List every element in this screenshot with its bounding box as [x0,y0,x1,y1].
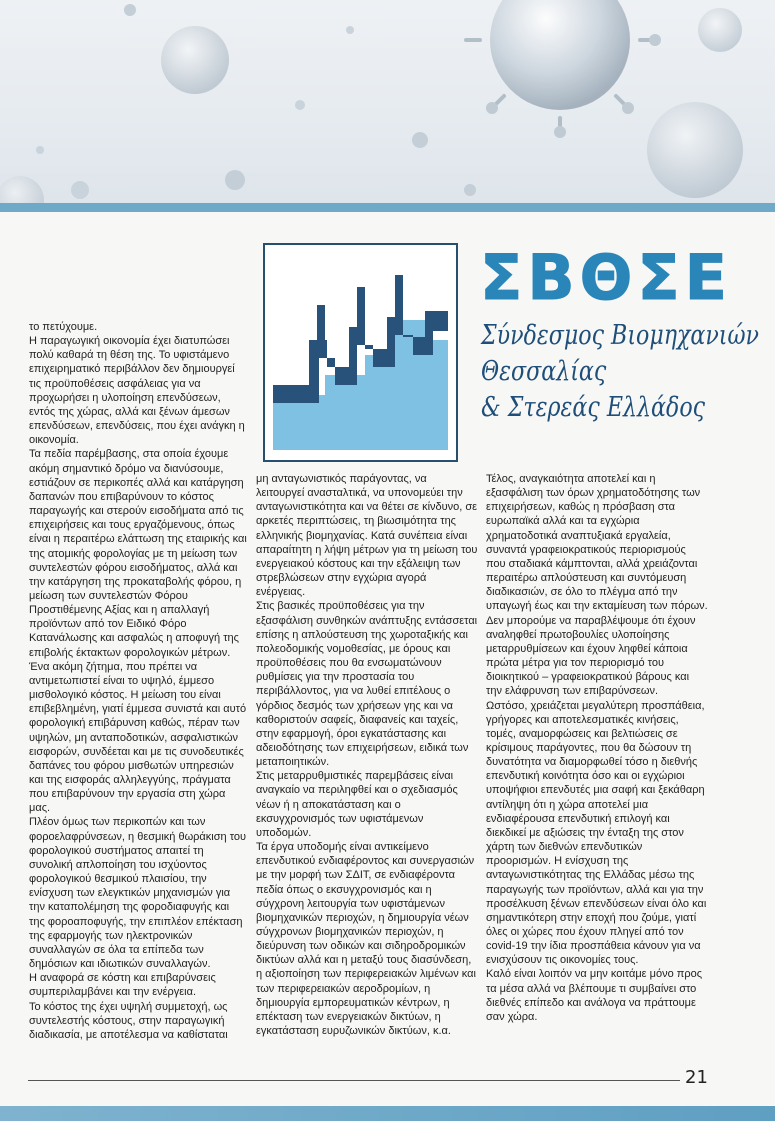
paragraph: Το κόστος της έχει υψηλή συμμετοχή, ως συντελεστής κόστους, στην παραγωγική διαδικασία, με αποτέλεσμα να καθίσταται [29,1000,228,1041]
factory-logo-icon [265,245,456,460]
paragraph: Τέλος, αναγκαιότητα αποτελεί και η εξασφάλιση των όρων χρηματοδότησης των επιχειρήσεων, καθώς η πρόσβαση στα ευρωπαϊκά αλλά και τα εγχώρια χρηματοδοτικά αναπτυξιακά εργαλεία, συναντά γραφειοκρατικούς περιορισμούς που σταδιακά κάμπτονται, αλλά χρειάζονται περαιτέρω απλούστευση και συντόμευση διαδικασιών, σε όλο το πλέγμα από την υπαγωγή έως και την εκταμίευση των πόρων. [486,473,708,613]
brand-subtitle-line: Θεσσαλίας [481,356,607,387]
article-column-1 [29,320,247,1042]
paragraph: Η παραγωγική οικονομία έχει διατυπώσει πολύ καθαρά τη θέση της. Το υφιστάμενο επιχειρηματικό περιβάλλον δεν δημιουργεί τις προϋποθέσεις ασφάλειας για να προχωρήσει η υλοποίηση επενδύσεων, εντός της χώρας, αλλά και ξένων άμεσων επενδύσεων, επενδύσεις, που έχει ανάγκη η οικονομία. [29,335,245,447]
footer-rule [28,1080,680,1081]
paragraph: Στις μεταρρυθμιστικές παρεμβάσεις είναι αναγκαίο να περιληφθεί και ο σχεδιασμός νέων ή η αποκατάσταση και ο εκσυγχρονισμός των υφιστάμενων υποδομών. [256,770,458,839]
brand-subtitle-line: Σύνδεσμος Βιομηχανιών [481,320,760,351]
paragraph: μη ανταγωνιστικός παράγοντας, να λειτουργεί ανασταλτικά, να υπονομεύει την ανταγωνιστικότητα και να θέτει σε κίνδυνο, σε αρκετές περιπτώσεις, τη βιωσιμότητα της ελληνικής βιομηχανίας. Κατά συνέπεια είναι απαραίτητη η λήψη μέτρων για τη μείωση του ενεργειακού κόστους και την εξάλειψη των στρεβλώσεων στην εγχώρια αγορά ενέργειας. [256,473,478,599]
banner-stripe [0,203,775,212]
page-number: 21 [685,1067,708,1088]
paragraph: το πετύχουμε. [29,321,98,333]
paragraph: Η αναφορά σε κόστη και επιβαρύνσεις συμπεριλαμβάνει και την ενέργεια. [29,972,216,999]
virus-illustration-icon [0,0,775,212]
association-logo [263,243,458,462]
paragraph: Ωστόσο, χρειάζεται μεγαλύτερη προσπάθεια, γρήγορες και αποτελεσματικές κινήσεις, τομές, αναμορφώσεις και βελτιώσεις σε κρίσιμους παράγοντες, που θα δώσουν τη δυνατότητα να διαμορφωθεί τόσο η διεθνής επενδυτική κοινότητα όσο και οι εγχώριοι υποψήφιοι επενδυτές μια σαφή και ξεκάθαρη αντίληψη ότι η χώρα αποτελεί μια ενδιαφέρουσα επενδυτική επιλογή και διεκδικεί με αξιώσεις την ένταξη της στον χάρτη των διεθνών επενδυτικών προορισμών. Η ενίσχυση της ανταγωνιστικότητας της Ελλάδας μέσω της παραγωγής των προϊόντων, αλλά και για την προσέλκυση ξένων επενδύσεων είναι όλο και σημαντικότερη στην εποχή που ζούμε, γιατί όλες οι χώρες που έχουν πληγεί από τον covid-19 την ίδια προσπάθεια κάνουν για να ενισχύσουν τις οικονομίες τους. [486,699,707,967]
header-banner-image [0,0,775,212]
paragraph: Τα έργα υποδομής είναι αντικείμενο επενδυτικού ενδιαφέροντος και συνεργασιών με την μορφή των ΣΔΙΤ, σε ενδιαφέροντα πεδία όπως ο εκσυγχρονισμός και η σύγχρονη λειτουργία των υφιστάμενων βιομηχανικών περιοχών, η δημιουργία νέων σύγχρονων βιομηχανικών περιοχών, η διεύρυνση των οδικών και σιδηροδρομικών δικτύων αλλά και η μεταξύ τους διασύνδεση, η αξιοποίηση των περιφερειακών λιμένων και των περιφερειακών αεροδρομίων, η δημιουργία εμπορευματικών κέντρων, η επέκταση των ενεργειακών δικτύων, η εγκατάσταση ευρυζωνικών δικτύων, κ.α. [256,841,476,1038]
bottom-band [0,1106,775,1121]
paragraph: Καλό είναι λοιπόν να μην κοιτάμε μόνο προς τα μέσα αλλά να βλέπουμε τι συμβαίνει στο διεθνές επίπεδο και ανάλογα να πράττουμε σαν χώρα. [486,968,703,1023]
paragraph: Στις βασικές προϋποθέσεις για την εξασφάλιση συνθηκών ανάπτυξης εντάσσεται επίσης η απλούστευση της χωροταξικής και πολεοδομικής νομοθεσίας, με όρους και προϋποθέσεις που θα ενσωματώνουν ρυθμίσεις για την προστασία του περιβάλλοντος, για να λυθεί επιτέλους ο γόρδιος δεσμός των χρήσεων γης και να καθοριστούν σαφείς, διαφανείς και ταχείς, στην εφαρμογή, όροι εγκατάστασης και αδειοδότησης των επιχειρήσεων, ειδικά των μεταποιητικών. [256,600,478,769]
brand-subtitle-line: & Στερεάς Ελλάδος [481,392,706,423]
brand-full-name [481,318,760,426]
paragraph: Τα πεδία παρέμβασης, στα οποία έχουμε ακόμη σημαντικό δρόμο να διανύσουμε, εστιάζουν σε περικοπές αλλά και κατάργηση δαπανών που επιβαρύνουν το κόστος παραγωγής και στερούν εισοδήματα από τις επιχειρήσεις και τους εργαζόμενους, όπως είναι η περαιτέρω ελάττωση της εταιρικής και της ατομικής φορολογίας με τη μείωση των συντελεστών φόρου εισοδήματος, αλλά και την κατάργηση της προκαταβολής φόρου, η μείωση των συντελεστών Φόρου Προστιθέμενης Αξίας και η απαλλαγή προϊόντων από τον Ειδικό Φόρο Κατανάλωσης και ασφαλώς η αποφυγή της επιβολής έκτακτων φορολογικών μέτρων. Ένα ακόμη ζήτημα, που πρέπει να αντιμετωπιστεί είναι το υψηλό, έμμεσο μισθολογικό κόστος. Η μείωση του είναι επιβεβλημένη, γιατί έμμεσα συνιστά και αυτό φορολογική επιβάρυνση καθώς, πέραν των υψηλών, μη ανταποδοτικών, ασφαλιστικών εισφορών, συνδέεται και με τις συνοδευτικές δαπάνες του φόρου μισθωτών υπηρεσιών και της εισφοράς αλληλεγγύης, πράγματα που επιβαρύνουν την εργασία στη χώρα μας. [29,448,247,815]
brand-acronym: ΣΒΘΣΕ [480,241,733,314]
paragraph: Δεν μπορούμε να παραβλέψουμε ότι έχουν αναληφθεί πρωτοβουλίες υλοποίησης μεταρρυθμίσεων και έχουν ληφθεί κάποια πρώτα μέτρα για τον περιορισμό του διοικητικού – γραφειοκρατικού βάρους και την ελάφρυνση των επιβαρύνσεων. [486,614,696,698]
paragraph: Πλέον όμως των περικοπών και των φοροελαφρύνσεων, η θεσμική θωράκιση του φορολογικού συστήματος απαιτεί τη συνολική απλοποίηση του ισχύοντος φορολογικού θεσμικού πλαισίου, την ενίσχυση των ελεγκτικών μηχανισμών για την καταπολέμηση της φοροδιαφυγής και της φοροαποφυγής, την επιπλέον επέκταση της εφαρμογής των ηλεκτρονικών συναλλαγών σε όλα τα επίπεδα των δημόσιων και ιδιωτικών συναλλαγών. [29,816,247,971]
article-column-3 [486,472,708,1024]
article-column-2 [256,472,478,1038]
